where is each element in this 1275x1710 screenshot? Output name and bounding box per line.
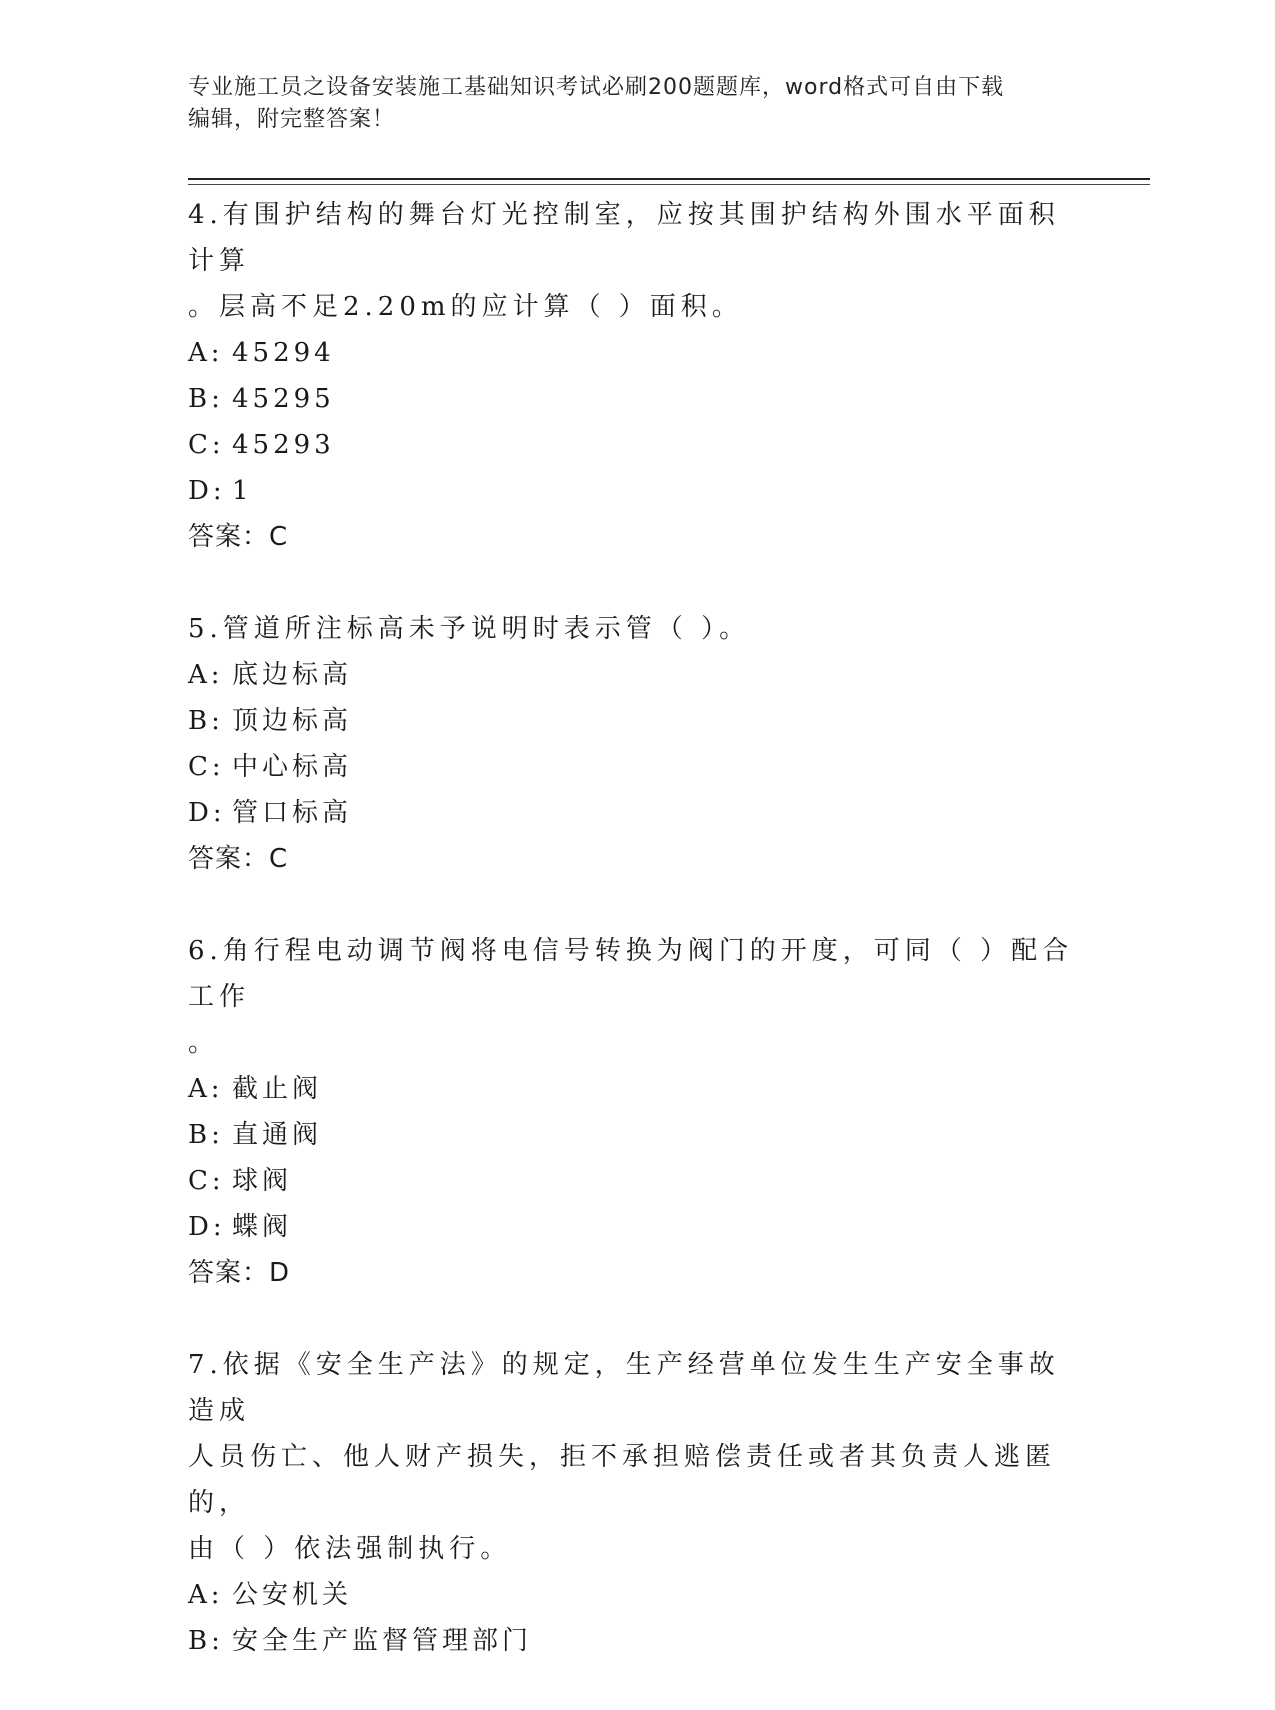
option-a bbox=[188, 330, 1088, 376]
option-d bbox=[188, 790, 1088, 836]
question-stem-line: 4.有围护结构的舞台灯光控制室，应按其围护结构外围水平面积计算 bbox=[188, 200, 1060, 276]
header-line-1: 专业施工员之设备安装施工基础知识考试必刷200题题库，word格式可自由下载 bbox=[188, 75, 1005, 100]
option-c bbox=[188, 744, 1088, 790]
option-text: 截止阀 bbox=[232, 1074, 323, 1104]
option-a bbox=[188, 652, 1088, 698]
option-text: 45294 bbox=[232, 338, 335, 368]
option-key: C: bbox=[188, 752, 225, 782]
option-text: 45293 bbox=[232, 430, 335, 460]
question-list bbox=[188, 192, 1088, 1710]
option-key: D: bbox=[188, 1212, 226, 1242]
option-d bbox=[188, 468, 1088, 514]
header-rule-thick bbox=[188, 178, 1150, 180]
question-stem-line: 。层高不足2.20m的应计算（ ）面积。 bbox=[188, 292, 743, 322]
answer-line: 答案：D bbox=[188, 1258, 291, 1288]
question-stem-line: 由（ ）依法强制执行。 bbox=[188, 1534, 512, 1564]
option-b bbox=[188, 698, 1088, 744]
option-key: D: bbox=[188, 476, 226, 506]
option-key: B: bbox=[188, 384, 224, 414]
question-stem-line: 5.管道所注标高未予说明时表示管（ ）。 bbox=[188, 614, 751, 644]
question-stem-line: 。 bbox=[188, 1028, 220, 1058]
option-key: B: bbox=[188, 1626, 224, 1656]
question-stem-line: 7.依据《安全生产法》的规定，生产经营单位发生生产安全事故造成 bbox=[188, 1350, 1060, 1426]
option-c bbox=[188, 1158, 1088, 1204]
option-key: A: bbox=[188, 660, 224, 690]
option-c bbox=[188, 422, 1088, 468]
option-text: 中心标高 bbox=[232, 752, 353, 782]
option-key: A: bbox=[188, 338, 224, 368]
option-key: C: bbox=[188, 1166, 225, 1196]
option-text: 1 bbox=[232, 476, 253, 506]
option-b bbox=[188, 1112, 1088, 1158]
option-text: 蝶阀 bbox=[232, 1212, 293, 1242]
option-text: 管口标高 bbox=[232, 798, 353, 828]
option-text: 45295 bbox=[232, 384, 335, 414]
header-rule-thin bbox=[188, 184, 1150, 185]
question-6 bbox=[188, 928, 1088, 1296]
header-line-2: 编辑，附完整答案！ bbox=[188, 107, 396, 132]
question-7 bbox=[188, 1342, 1088, 1664]
option-text: 底边标高 bbox=[232, 660, 353, 690]
option-key: B: bbox=[188, 1120, 224, 1150]
option-text: 直通阀 bbox=[232, 1120, 323, 1150]
option-text: 公安机关 bbox=[232, 1580, 353, 1610]
answer-line: 答案：C bbox=[188, 522, 289, 552]
option-text: 顶边标高 bbox=[232, 706, 353, 736]
option-a bbox=[188, 1066, 1088, 1112]
option-d bbox=[188, 1204, 1088, 1250]
option-text: 球阀 bbox=[232, 1166, 293, 1196]
question-4 bbox=[188, 192, 1088, 560]
question-stem-line: 6.角行程电动调节阀将电信号转换为阀门的开度，可同（ ）配合工作 bbox=[188, 936, 1074, 1012]
option-text: 安全生产监督管理部门 bbox=[232, 1626, 533, 1656]
option-key: B: bbox=[188, 706, 224, 736]
option-key: C: bbox=[188, 430, 225, 460]
answer-line: 答案：C bbox=[188, 844, 289, 874]
question-5 bbox=[188, 606, 1088, 882]
document-header bbox=[188, 72, 1088, 136]
option-b bbox=[188, 1618, 1088, 1664]
question-stem-line: 人员伤亡、他人财产损失，拒不承担赔偿责任或者其负责人逃匿的， bbox=[188, 1442, 1057, 1518]
option-a bbox=[188, 1572, 1088, 1618]
option-key: A: bbox=[188, 1074, 224, 1104]
option-key: A: bbox=[188, 1580, 224, 1610]
option-b bbox=[188, 376, 1088, 422]
option-key: D: bbox=[188, 798, 226, 828]
